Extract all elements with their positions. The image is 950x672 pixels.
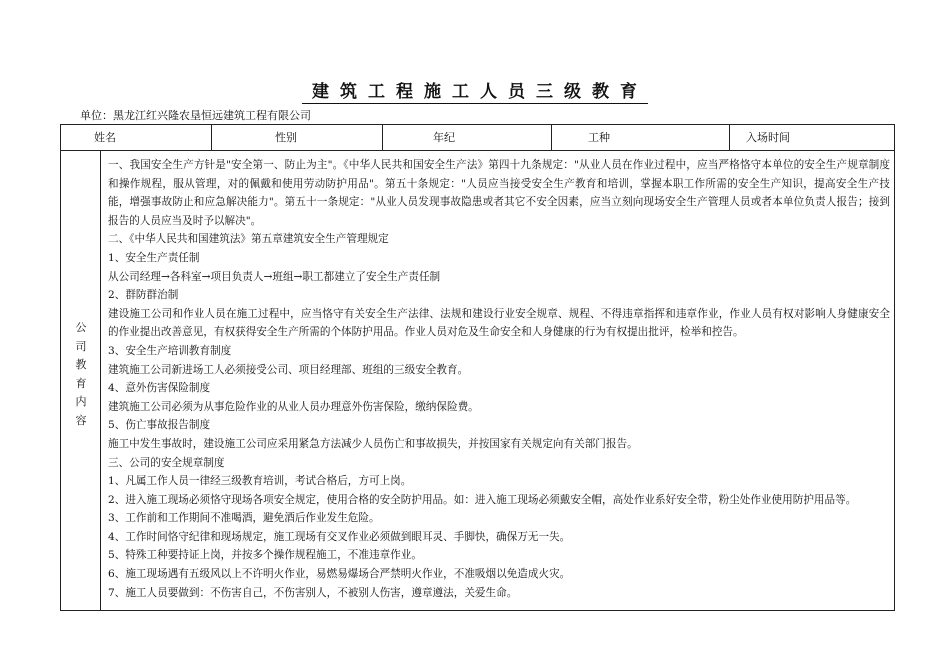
entry-time-label: 入场时间	[746, 131, 790, 144]
content-paragraph: 建设施工公司和作业人员在施工过程中，应当恪守有关安全生产法律、法规和建设行业安全规章、规程、不得违章指挥和违章作业，作业人员有权对影响人身健康安全的作业提出改善意见，有权获得安全生产所需的个体防护用品。作业人员对危及生命安全和人身健康的行为有权提出批评，检举和控告。	[108, 307, 890, 339]
trade-label: 工种	[588, 131, 610, 144]
side-label-char-3: 教	[75, 358, 87, 371]
content-paragraph: 从公司经理→各科室→项目负责人→班组→职工都建立了安全生产责任制	[108, 270, 441, 283]
name-label: 姓名	[94, 131, 116, 144]
content-paragraph: 二、《中华人民共和国建筑法》第五章建筑安全生产管理规定	[108, 233, 389, 246]
content-paragraph: 一、我国安全生产方针是"安全第一、防止为主"。《中华人民共和国安全生产法》第四十九条规定："从业人员在作业过程中，应当严格恪守本单位的安全生产规章制度和操作规程，服从管理，对的佩戴和使用劳动防护用品"。第五十条规定："人员应当接受安全生产教育和培训，掌握本职工作所需的安全生产知识，提高安全生产技能，增强事故防止和应急解决能力"。第五十一条规定："从业人员发现事故隐患或者其它不安全因素，应当立刻向现场安全生产管理人员或者本单位负责人报告；接到报告的人员应当及时予以解决"。	[108, 159, 890, 227]
content-paragraph: 2、群防群治制	[108, 289, 179, 302]
document-title	[0, 77, 950, 102]
side-label-cell	[61, 151, 101, 610]
content-paragraph: 三、公司的安全规章制度	[108, 456, 225, 469]
content-paragraph: 建筑施工公司新进场工人必须接受公司、项目经理部、班组的三级安全教育。	[108, 363, 469, 376]
content-paragraph: 1、安全生产责任制	[108, 251, 200, 264]
age-label: 年纪	[433, 131, 455, 144]
side-label-char-6: 容	[75, 413, 87, 427]
side-label-char-4: 育	[75, 376, 87, 390]
side-label-char-5: 内	[75, 395, 87, 408]
content-paragraph: 施工中发生事故时，建设施工公司应采用紧急方法减少人员伤亡和事故损失，并按国家有关规定向有关部门报告。	[108, 437, 638, 450]
side-label	[61, 319, 101, 430]
content-paragraph: 建筑施工公司必须为从事危险作业的从业人员办理意外伤害保险，缴纳保险费。	[108, 400, 479, 413]
age-value-cell[interactable]	[552, 125, 730, 150]
content-paragraph: 2、进入施工现场必须恪守现场各项安全规定，使用合格的安全防护用品。如：进入施工现场必须戴安全帽，高处作业系好安全带，粉尘处作业使用防护用品等。	[108, 493, 857, 506]
education-form-table	[60, 124, 895, 611]
content-paragraph: 6、施工现场遇有五级风以上不许明火作业，易燃易爆场合严禁明火作业，不准吸烟以免造成火灾。	[108, 568, 571, 581]
content-paragraph: 3、安全生产培训教育制度	[108, 344, 232, 357]
side-label-char-1: 公	[75, 321, 87, 334]
name-label-cell	[61, 125, 212, 150]
age-label-cell	[410, 125, 552, 150]
entry-time-cell	[730, 125, 896, 150]
unit-line: 单位：黑龙江红兴隆农垦恒远建筑工程有限公司	[80, 109, 311, 122]
content-paragraph: 1、凡属工作人员一律经三级教育培训，考试合格后，方可上岗。	[108, 475, 412, 488]
side-label-char-2: 司	[75, 339, 87, 353]
education-content	[108, 156, 890, 602]
content-paragraph: 3、工作前和工作期间不准喝酒，避免酒后作业发生危险。	[108, 512, 380, 525]
content-paragraph: 7、施工人员要做到：不伤害自己，不伤害别人，不被别人伤害，遵章遵法，关爱生命。	[108, 586, 518, 599]
gender-label: 性别	[275, 131, 297, 144]
content-paragraph: 4、意外伤害保险制度	[108, 382, 211, 395]
content-paragraph: 5、伤亡事故报告制度	[108, 419, 211, 432]
gender-label-cell	[212, 125, 383, 150]
content-paragraph: 5、特殊工种要持证上岗，并按多个操作规程施工，不准违章作业。	[108, 549, 422, 562]
header-row	[61, 125, 894, 151]
document-title-text: 建筑工程施工人员三级教育	[302, 82, 648, 104]
content-paragraph: 4、工作时间恪守纪律和现场规定，施工现场有交叉作业必须做到眼耳灵、手脚快，确保万无一失。	[108, 530, 571, 543]
